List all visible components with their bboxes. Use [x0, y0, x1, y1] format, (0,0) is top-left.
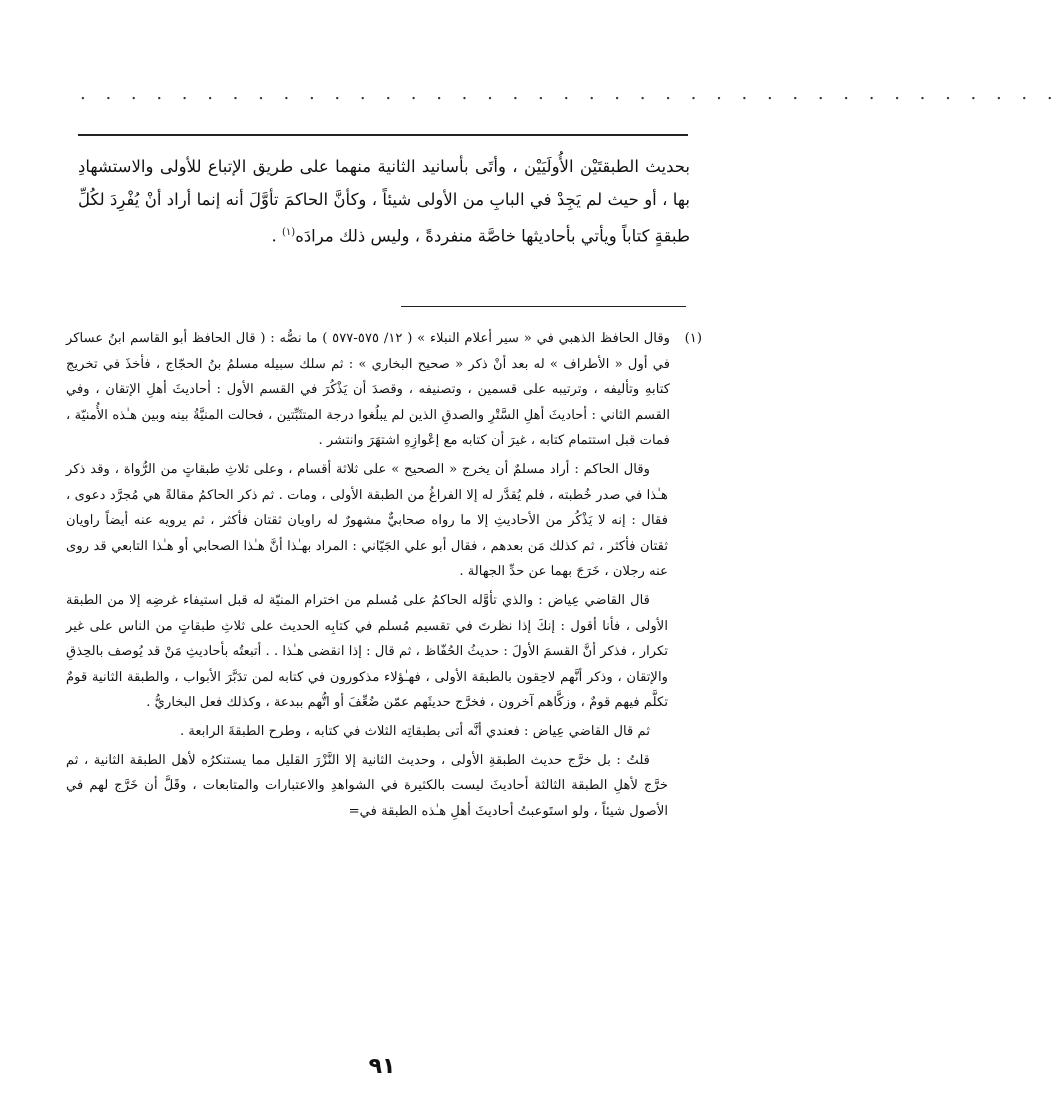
footnote-reference: (١)	[282, 227, 296, 238]
footnotes-block	[66, 326, 702, 827]
main-paragraph-end: .	[271, 226, 282, 246]
header-rule	[78, 134, 688, 136]
header-dotted-line: . . . . . . . . . . . . . . . . . . . . . . . . . . . . . . . . . . . . . . .	[80, 83, 1060, 104]
footnote-paragraph: وقال الحافظ الذهبي في « سير أعلام النبلاء » ( ١٢/ ٥٧٥-٥٧٧ ) ما نصُّه : ( قال الحافظ أبو القاسم ابنُ عساكر في أول « الأطراف » له بعد أنْ ذكر « صحيح البخاري » : ثم سلك سبيله مسلمُ بنُ الحجّاج ، فأخذَ في تخريج كتابهِ وتأليفه ، وترتيبه على قسمين ، وتصنيفه ، وقصدَ أن يَذْكُرَ في القسم الأول : أحاديثَ أهلِ الإتقان ، وفي القسم الثاني : أحاديثَ أهلِ السَّتْرِ والصدقِ الذين لم يبلُغوا درجة المتثَبِّتين ، فحالت المنيَّةُ بينه وبين هـٰذه الأُمنيّة ، فمات قبل استتمام كتابه ، غيرَ أن كتابه مع إعْوازِهِ اشتهَرَ وانتشر .	[66, 331, 671, 449]
footnote-separator	[401, 306, 686, 307]
footnote-paragraph: وقال الحاكم : أراد مسلمٌ أن يخرج « الصحيح » على ثلاثة أقسام ، وعلى ثلاثِ طبقاتٍ من الرُّواة ، وقد ذكر هـٰذا في صدر خُطبته ، فلم يُقدَّر له إلا الفراغُ من الطبقة الأولى ، ومات . ثم ذكر الحاكمُ مقالةً هي مُجرَّد دعوى ، فقال : إنه لا يَذْكُر من الأحاديثِ إلا ما رواه صحابيٌّ مشهورٌ له راويان ثقتان فأكثر ، ثم يرويه عنه أيضاً راويان ثقتان فأكثر ، ثم كذلك مَن بعدهم ، فقال أبو علي الجَيّاني : المراد بهـٰذا أنَّ هـٰذا الصحابي أو هـٰذا التابعي قد روى عنه رجلان ، خَرَجَ بهما عن حدِّ الجهالة .	[66, 461, 668, 580]
footnote-1	[66, 326, 702, 457]
footnote-number: (١)	[684, 331, 702, 346]
page-number: ٩١	[368, 1054, 396, 1079]
main-text-block	[78, 150, 690, 253]
footnote-paragraph: ثم قال القاضي عِياض : فعندي أنَّه أتى بطبقاتِه الثلاث في كتابه ، وطرح الطبقةَ الرابعة .	[179, 723, 650, 739]
footnote-paragraph: قلتُ : بل خرَّج حديث الطبقةِ الأولى ، وحديث الثانية إلا النَّزْرَ القليل مما يستنكرُه لأهل الطبقة الثانية ، ثم خرَّج لأهلِ الطبقة الثالثة أحاديثَ ليست بالكثيرة في الشواهدِ والاعتبارات والمتابعات ، وقَلَّ أن خَرَّج لهم في الأصول شيئاً ، ولو استَوعبتُ أحاديثَ أهلِ هـٰذه الطبقة في=	[66, 752, 668, 819]
main-paragraph: بحديث الطبقتَيْن الأُولَيَيْن ، وأتَى بأسانيد الثانية منهما على طريق الإتباع للأولى والاستشهادِ بها ، أو حيث لم يَجِدْ في البابِ من الأولى شيئاً ، وكأنَّ الحاكمَ تأوَّلَ أنه إنما أراد أنْ يُفْرِدَ لكُلِّ طبقةٍ كتاباً ويأتي بأحاديثها خاصَّة منفردةً ، وليس ذلك مرادَه	[78, 157, 690, 246]
footnote-paragraph: قال القاضي عِياض : والذي تأوَّله الحاكمُ على مُسلم من اخترام المنيّة له قبل استيفاء غرضِه إلا من الطبقة الأولى ، فأنا أقول : إنكَ إذا نظرتَ في تقسيم مُسلم في كتابِه الحديث على ثلاثِ طبقاتٍ من الناس على غير تكرار ، فذكر أنَّ القسمَ الأولَ : حديثُ الحُفّاظ ، ثم قال : إذا انقضى هـٰذا . . أتبعتُه بأحاديثِ مَنْ قد يُوصف بالحِذقِ والإتقان ، وذكر أنَّهم لاحِقون بالطبقة الأولى ، فهـٰؤلاء مذكورون في كتابه لمن تدَبَّرَ الأبواب ، والطبقة الثانية قومٌ تكلَّم فيهم قومٌ ، وزكَّاهم آخرون ، فخرَّج حديثَهم عمّن ضُعِّفَ أو اتُّهم ببدعة ، وكذلك فعل البخاريُّ .	[66, 592, 668, 711]
